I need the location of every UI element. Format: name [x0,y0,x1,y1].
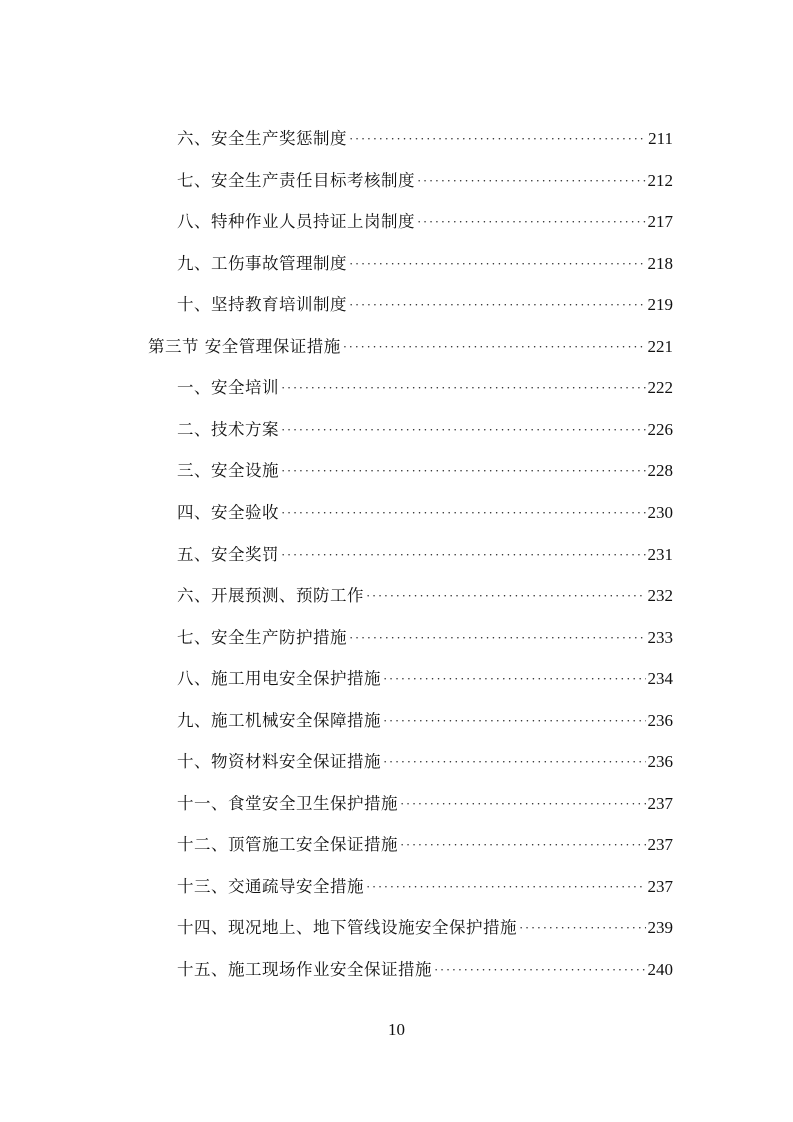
dot-leader [281,376,646,400]
dot-leader [343,335,646,359]
toc-entry-title: 八、特种作业人员持证上岗制度 [177,212,415,232]
toc-entry[interactable] [177,833,673,857]
toc-entry-title: 六、开展预测、预防工作 [177,586,364,606]
dot-leader [383,709,646,733]
dot-leader [281,543,646,567]
toc-entry-page: 236 [647,710,673,730]
toc-entry-title: 四、安全验收 [177,502,279,522]
toc-entry-title: 二、技术方案 [177,419,279,439]
toc-entry-page: 232 [647,586,673,606]
dot-leader [383,667,646,691]
toc-entry-page: 211 [648,129,673,148]
toc-entry-page: 212 [647,170,673,190]
toc-entry-title: 七、安全生产防护措施 [177,627,347,647]
dot-leader [349,293,646,317]
toc-entry-page: 240 [647,960,673,979]
dot-leader [366,875,646,899]
toc-entry[interactable] [177,252,673,276]
toc-entry-page: 239 [647,918,673,938]
dot-leader [349,127,646,151]
toc-entry[interactable] [177,916,673,940]
toc-entry-title: 十五、施工现场作业安全保证措施 [177,960,432,979]
toc-entry-page: 237 [647,876,673,896]
toc-entry-title: 五、安全奖罚 [177,544,279,564]
toc-entry-page: 236 [647,752,673,772]
toc-entry-title: 九、工伤事故管理制度 [177,253,347,273]
toc-entry-title: 七、安全生产责任目标考核制度 [177,170,415,190]
toc-entry-page: 231 [647,544,673,564]
toc-entry-page: 221 [647,336,673,356]
toc-entry-page: 228 [647,461,673,481]
toc-entry[interactable] [177,543,673,567]
toc-entry[interactable] [177,418,673,442]
toc-entry-page: 218 [647,253,673,273]
toc-entry-page: 233 [647,627,673,647]
toc-entry[interactable] [177,169,673,193]
toc-entry[interactable] [177,584,673,608]
toc-entry-title: 一、安全培训 [177,378,279,398]
toc-entry[interactable] [177,459,673,483]
dot-leader [281,501,646,525]
toc-entry-title: 十四、现况地上、地下管线设施安全保护措施 [177,918,517,938]
dot-leader [366,584,646,608]
dot-leader [383,750,646,774]
dot-leader [349,626,646,650]
toc-entry[interactable] [177,958,673,982]
toc-entry[interactable] [177,210,673,234]
dot-leader [349,252,646,276]
toc-entry-title: 三、安全设施 [177,461,279,481]
dot-leader [417,169,646,193]
dot-leader [519,916,646,940]
toc-entry-page: 222 [647,378,673,398]
toc-entry[interactable] [177,501,673,525]
toc-entry-page: 237 [647,835,673,855]
dot-leader [400,833,646,857]
toc-entry[interactable] [177,709,673,733]
dot-leader [400,792,646,816]
toc-entry-title: 六、安全生产奖惩制度 [177,129,347,148]
toc-entry[interactable] [177,750,673,774]
dot-leader [281,418,646,442]
toc-entry[interactable] [177,293,673,317]
toc-entry-title: 第三节 安全管理保证措施 [148,336,341,356]
toc-entry-title: 十二、顶管施工安全保证措施 [177,835,398,855]
toc-entry[interactable] [177,127,673,151]
toc-entry-title: 十、物资材料安全保证措施 [177,752,381,772]
toc-entry[interactable] [177,376,673,400]
toc-entry-title: 八、施工用电安全保护措施 [177,669,381,689]
toc-section-entry[interactable] [148,335,673,359]
toc-entry[interactable] [177,875,673,899]
toc-entry-title: 十一、食堂安全卫生保护措施 [177,793,398,813]
toc-entry-page: 226 [647,419,673,439]
dot-leader [434,958,646,982]
toc-entry-page: 237 [647,793,673,813]
toc-entry-page: 219 [647,295,673,315]
toc-entry-page: 217 [647,212,673,232]
dot-leader [281,459,646,483]
toc-entry[interactable] [177,792,673,816]
toc-entry-page: 234 [647,669,673,689]
dot-leader [417,210,646,234]
toc-entry-title: 九、施工机械安全保障措施 [177,710,381,730]
toc-entry-title: 十三、交通疏导安全措施 [177,876,364,896]
page-number: 10 [388,1020,405,1039]
toc-entry[interactable] [177,667,673,691]
toc-entry-title: 十、坚持教育培训制度 [177,295,347,315]
toc-entry[interactable] [177,626,673,650]
toc-entry-page: 230 [647,502,673,522]
